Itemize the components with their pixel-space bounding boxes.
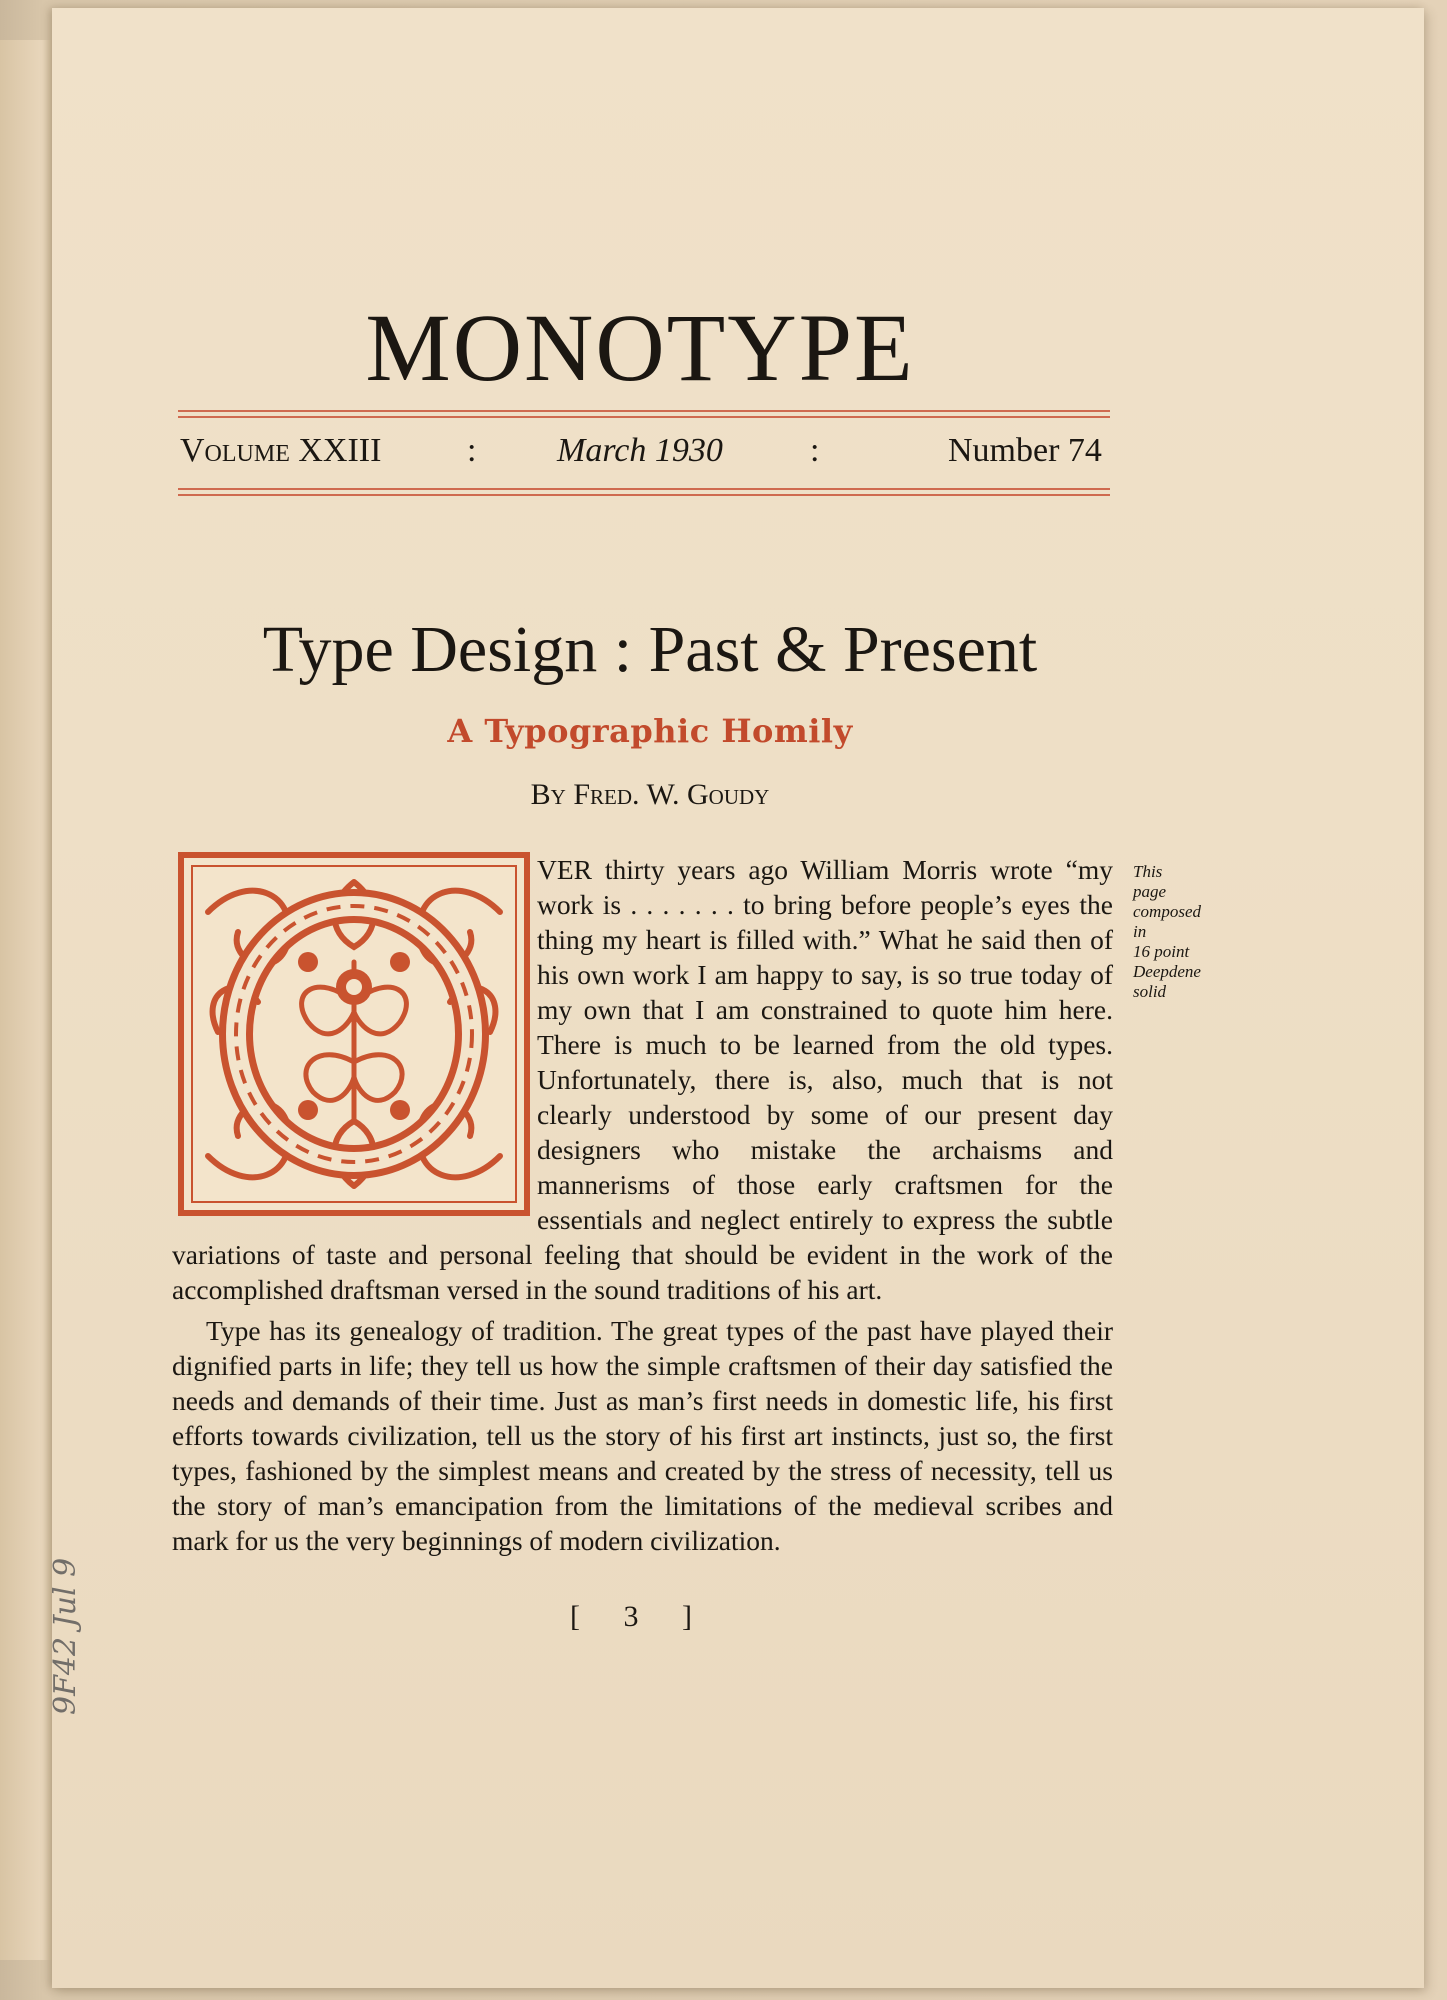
margin-note-line-5: 16 point [1133, 942, 1190, 961]
issue-separator-1: : [467, 432, 477, 469]
handwritten-pencil-note: 9F42 Jul 9 [48, 1557, 83, 1715]
margin-note-line-7: solid [1133, 982, 1167, 1001]
masthead-rule-top [178, 410, 1110, 412]
volume-label: Volume XXIII [180, 432, 382, 469]
issue-date: March 1930 [557, 432, 723, 469]
issue-separator-2: : [810, 432, 820, 469]
margin-note [1133, 862, 1223, 1002]
article-byline: By Fred. W. Goudy [530, 778, 770, 811]
paragraph-2: Type has its genealogy of tradition. The great types of the past have played their dignified parts in life; they tell us how the simple craftsmen of their day satisfied the needs and demands of their time. Just as man’s first needs in domestic life, his first efforts towards civilization, tell us the story of his first art instincts, just so, the first types, fashioned by the simplest means and created by the stress of necessity, tell us the story of man’s emancipation from the limitations of the medieval scribes and mark for us the very beginnings of modern civilization. [172, 1315, 1113, 1556]
margin-note-line-2: page [1133, 882, 1167, 901]
margin-note-line-1: This [1133, 862, 1163, 881]
article-subtitle: A Typographic Homily [447, 712, 853, 750]
article-title: Type Design : Past & Present [262, 613, 1038, 686]
issue-line [180, 432, 1115, 482]
ornamental-initial-o [178, 852, 530, 1216]
masthead-rule-top-inner [178, 416, 1110, 418]
margin-note-line-3: composed [1133, 902, 1201, 921]
margin-note-line-6: Deepdene [1133, 962, 1201, 981]
page-number: [ 3 ] [570, 1600, 710, 1633]
margin-note-line-4: in [1133, 922, 1147, 941]
masthead-rule-bottom-inner [178, 494, 1110, 496]
issue-number: Number 74 [948, 432, 1102, 469]
masthead-rule-bottom [178, 488, 1110, 490]
paragraph-1-text: VER thirty years ago William Morris wrote “my work is . . . . . . . to bring before people’s eyes the thing my heart is filled with.” What he said then of his own work I am happy to say, is so true today of my own that I am constrained to quote him here. There is much to be learned from the old types. Unfortunately, there is, also, much that is not clearly understood by some of our present day designers who mistake the archaisms and mannerisms of those early craftsmen for the essentials and neglect entirely to express the subtle variations of taste and personal feeling that should be evident in the work of the accomplished draftsman versed in the sound traditions of his art. [172, 854, 1113, 1305]
journal-masthead: MONOTYPE [365, 294, 915, 401]
